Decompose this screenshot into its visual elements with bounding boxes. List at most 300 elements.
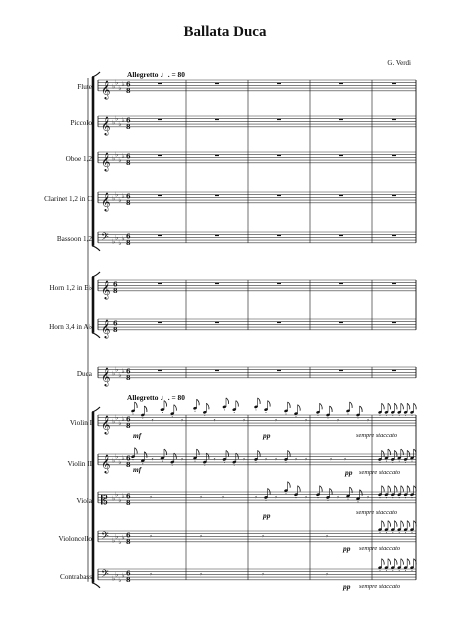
- string-note-flag: [394, 486, 397, 492]
- eighth-rest-icon: 𝄾: [295, 455, 297, 464]
- whole-rest-icon: [158, 283, 162, 284]
- string-note-flag: [382, 559, 385, 565]
- eighth-rest-icon: 𝄾: [344, 455, 346, 464]
- whole-rest-icon: [277, 370, 281, 371]
- dynamic-mf-violin-1: mf: [133, 431, 142, 440]
- tempo-value: = 80: [171, 393, 185, 402]
- string-note-staccato-dot: [399, 461, 400, 462]
- flat-icon: ♭: [112, 417, 116, 426]
- eighth-rest-icon: 𝄾: [255, 493, 257, 502]
- whole-rest-icon: [392, 195, 396, 196]
- whole-rest-icon: [392, 119, 396, 120]
- string-note-staccato-dot: [296, 497, 297, 498]
- instrument-label-viola: Viola: [76, 497, 92, 505]
- dynamic-pp-violin-1: pp: [263, 431, 271, 440]
- flat-icon: ♭: [121, 234, 125, 243]
- flat-icon: ♭: [121, 454, 125, 462]
- treble-clef-icon: 𝄞: [101, 79, 111, 99]
- eighth-rest-icon: 𝄾: [275, 455, 277, 464]
- whole-rest-icon: [158, 322, 162, 323]
- string-note-flag: [382, 521, 385, 527]
- tempo-text: Allegretto: [127, 393, 159, 402]
- string-note-flag: [258, 398, 261, 404]
- string-note-staccato-dot: [412, 497, 413, 498]
- treble-clef-icon: 𝄞: [101, 366, 111, 386]
- time-signature-bottom: 8: [126, 122, 131, 131]
- eighth-rest-icon: 𝄾: [150, 532, 152, 541]
- string-note-staccato-dot: [412, 532, 413, 533]
- string-note-flag: [236, 401, 239, 407]
- whole-rest-icon: [277, 283, 281, 284]
- string-note-staccato-dot: [133, 459, 134, 460]
- string-note-flag: [288, 450, 291, 456]
- string-note-staccato-dot: [380, 497, 381, 498]
- time-signature-bottom: 8: [126, 537, 131, 546]
- string-note-staccato-dot: [318, 415, 319, 416]
- string-note-staccato-dot: [348, 414, 349, 415]
- treble-clef-icon: 𝄞: [101, 414, 111, 434]
- whole-rest-icon: [339, 83, 343, 84]
- expression-violin-1: sempre staccato: [356, 432, 398, 439]
- instrument-label-violin-2: Violin II: [67, 460, 92, 468]
- string-note-staccato-dot: [172, 465, 173, 466]
- string-note-staccato-dot: [133, 414, 134, 415]
- whole-rest-icon: [215, 370, 219, 371]
- eighth-rest-icon: 𝄾: [213, 416, 216, 425]
- string-note-flag: [388, 521, 391, 527]
- time-signature-top: 6: [126, 492, 131, 501]
- flat-icon: ♭: [121, 152, 125, 160]
- string-note-staccato-dot: [142, 418, 143, 419]
- string-note-staccato-dot: [358, 418, 359, 419]
- string-note-flag: [407, 521, 410, 527]
- string-note-flag: [394, 521, 397, 527]
- whole-rest-icon: [215, 235, 219, 236]
- eighth-rest-icon: 𝄾: [305, 455, 307, 464]
- whole-rest-icon: [215, 119, 219, 120]
- time-signature-bottom: 8: [113, 325, 118, 334]
- string-note-flag: [197, 399, 200, 405]
- woodwind-bracket-hook-bottom: [92, 246, 100, 251]
- eighth-rest-icon: 𝄾: [326, 532, 328, 541]
- string-note-staccato-dot: [380, 415, 381, 416]
- flat-icon: ♭: [112, 154, 116, 163]
- eighth-rest-icon: 𝄾: [367, 493, 369, 502]
- flat-icon: ♭: [118, 156, 122, 165]
- eighth-rest-icon: 𝄾: [181, 416, 183, 425]
- string-note-staccato-dot: [204, 465, 205, 466]
- string-note-staccato-dot: [392, 570, 393, 571]
- time-signature-bottom: 8: [126, 158, 131, 167]
- string-note-flag: [320, 403, 323, 409]
- string-note-staccato-dot: [162, 412, 163, 413]
- dynamic-pp-viola: pp: [263, 511, 271, 520]
- composer-name: G. Verdi: [387, 59, 411, 67]
- string-note-staccato-dot: [380, 532, 381, 533]
- string-note-flag: [407, 450, 410, 456]
- treble-clef-icon: 𝄞: [101, 191, 111, 211]
- eighth-rest-icon: 𝄾: [151, 455, 154, 464]
- time-signature-top: 6: [113, 280, 118, 289]
- eighth-rest-icon: 𝄾: [305, 416, 307, 425]
- string-note-staccato-dot: [386, 461, 387, 462]
- time-signature-top: 6: [126, 531, 131, 540]
- flat-icon: ♭: [121, 492, 125, 500]
- string-note-staccato-dot: [224, 409, 225, 410]
- string-note-flag: [268, 401, 271, 407]
- treble-clef-icon: 𝄞: [101, 453, 111, 473]
- strings-bracket-hook-top: [92, 407, 100, 412]
- whole-rest-icon: [277, 322, 281, 323]
- whole-rest-icon: [392, 155, 396, 156]
- whole-rest-icon: [339, 322, 343, 323]
- whole-rest-icon: [215, 195, 219, 196]
- whole-rest-icon: [339, 119, 343, 120]
- horn-bracket-hook-top: [92, 272, 100, 277]
- string-note-staccato-dot: [204, 415, 205, 416]
- flat-icon: ♭: [112, 82, 116, 91]
- eighth-rest-icon: 𝄾: [150, 570, 152, 579]
- string-note-flag: [298, 486, 301, 492]
- eighth-rest-icon: 𝄾: [181, 455, 183, 464]
- whole-rest-icon: [215, 283, 219, 284]
- whole-rest-icon: [158, 119, 162, 120]
- string-note-staccato-dot: [405, 532, 406, 533]
- string-note-staccato-dot: [405, 570, 406, 571]
- whole-rest-icon: [277, 235, 281, 236]
- time-signature-top: 6: [126, 415, 131, 424]
- flat-icon: ♭: [115, 413, 119, 422]
- bass-clef-icon: 𝄢: [101, 230, 109, 245]
- string-note-flag: [401, 403, 404, 409]
- string-note-staccato-dot: [392, 497, 393, 498]
- flat-icon: ♭: [118, 575, 122, 584]
- time-signature-bottom: 8: [126, 198, 131, 207]
- string-note-staccato-dot: [399, 497, 400, 498]
- bass-clef-icon: 𝄢: [101, 567, 109, 582]
- eighth-rest-icon: 𝄾: [326, 570, 328, 579]
- string-note-staccato-dot: [195, 411, 196, 412]
- string-note-staccato-dot: [380, 462, 381, 463]
- eighth-rest-icon: 𝄾: [330, 455, 332, 464]
- eighth-rest-icon: 𝄾: [200, 493, 202, 502]
- string-note-staccato-dot: [328, 418, 329, 419]
- string-note-staccato-dot: [405, 497, 406, 498]
- string-note-staccato-dot: [195, 461, 196, 462]
- string-note-flag: [394, 450, 397, 456]
- flat-icon: ♭: [118, 537, 122, 546]
- time-signature-top: 6: [126, 80, 131, 89]
- whole-rest-icon: [277, 155, 281, 156]
- string-note-staccato-dot: [386, 532, 387, 533]
- string-note-flag: [388, 403, 391, 409]
- time-signature-bottom: 8: [126, 86, 131, 95]
- treble-clef-icon: 𝄞: [101, 151, 111, 171]
- flat-icon: ♭: [112, 369, 116, 378]
- flat-icon: ♭: [115, 452, 119, 461]
- time-signature-bottom: 8: [113, 286, 118, 295]
- string-note-staccato-dot: [162, 461, 163, 462]
- string-note-staccato-dot: [348, 499, 349, 500]
- time-signature-bottom: 8: [126, 421, 131, 430]
- eighth-rest-icon: 𝄾: [151, 416, 154, 425]
- alto-clef-icon: 𝄡: [101, 492, 108, 507]
- flat-icon: ♭: [115, 365, 119, 374]
- whole-rest-icon: [277, 195, 281, 196]
- flat-icon: ♭: [112, 536, 116, 545]
- eighth-rest-icon: 𝄾: [200, 570, 202, 579]
- dynamic-pp-contrabass: pp: [343, 582, 351, 591]
- dynamic-pp-violoncello: pp: [343, 544, 351, 553]
- flat-icon: ♭: [112, 118, 116, 127]
- string-note-staccato-dot: [399, 532, 400, 533]
- whole-rest-icon: [392, 322, 396, 323]
- string-note-flag: [288, 482, 291, 488]
- tempo-text: Allegretto: [127, 70, 159, 79]
- instrument-label-bassoon: Bassoon 1,2: [56, 235, 92, 243]
- eighth-rest-icon: 𝄾: [243, 416, 245, 425]
- string-note-flag: [401, 559, 404, 565]
- flat-icon: ♭: [121, 415, 125, 423]
- flat-icon: ♭: [115, 490, 119, 499]
- string-note-staccato-dot: [412, 461, 413, 462]
- eighth-rest-icon: 𝄾: [150, 493, 152, 502]
- string-note-flag: [226, 398, 229, 404]
- string-note-staccato-dot: [142, 463, 143, 464]
- whole-rest-icon: [215, 155, 219, 156]
- string-note-staccato-dot: [399, 415, 400, 416]
- string-note-flag: [135, 448, 138, 454]
- flat-icon: ♭: [112, 456, 116, 465]
- flat-icon: ♭: [112, 574, 116, 583]
- eighth-rest-icon: 𝄾: [262, 532, 264, 541]
- string-note-flag: [407, 486, 410, 492]
- string-note-staccato-dot: [256, 409, 257, 410]
- flat-icon: ♭: [115, 532, 119, 541]
- string-note-flag: [388, 486, 391, 492]
- string-note-staccato-dot: [286, 414, 287, 415]
- whole-rest-icon: [158, 83, 162, 84]
- expression-contrabass: sempre staccato: [359, 583, 401, 590]
- instrument-label-contrabass: Contrabass: [60, 573, 92, 581]
- string-note-flag: [330, 406, 333, 412]
- flat-icon: ♭: [121, 367, 125, 375]
- flat-icon: ♭: [115, 233, 119, 242]
- time-signature-top: 6: [126, 232, 131, 241]
- whole-rest-icon: [215, 83, 219, 84]
- string-note-staccato-dot: [386, 497, 387, 498]
- string-note-flag: [401, 521, 404, 527]
- flat-icon: ♭: [118, 120, 122, 129]
- string-note-flag: [407, 403, 410, 409]
- string-note-staccato-dot: [412, 415, 413, 416]
- string-note-staccato-dot: [412, 570, 413, 571]
- whole-rest-icon: [339, 235, 343, 236]
- instrument-label-violoncello: Violoncello: [58, 535, 92, 543]
- string-note-staccato-dot: [266, 500, 267, 501]
- eighth-rest-icon: 𝄾: [200, 532, 202, 541]
- expression-violoncello: sempre staccato: [359, 545, 401, 552]
- bass-clef-icon: 𝄢: [101, 529, 109, 544]
- string-note-flag: [382, 450, 385, 456]
- string-note-staccato-dot: [224, 462, 225, 463]
- treble-clef-icon: 𝄞: [101, 115, 111, 135]
- strings-bracket-hook-bottom: [92, 583, 100, 588]
- flat-icon: ♭: [121, 533, 125, 542]
- treble-clef-icon: 𝄞: [101, 318, 111, 338]
- time-signature-top: 6: [126, 152, 131, 161]
- string-note-staccato-dot: [399, 570, 400, 571]
- string-note-staccato-dot: [392, 415, 393, 416]
- flat-icon: ♭: [118, 196, 122, 205]
- horn-bracket-hook-bottom: [92, 333, 100, 338]
- flat-icon: ♭: [118, 371, 122, 380]
- string-note-staccato-dot: [318, 497, 319, 498]
- string-note-staccato-dot: [234, 412, 235, 413]
- time-signature-top: 6: [113, 319, 118, 328]
- whole-rest-icon: [277, 119, 281, 120]
- treble-clef-icon: 𝄞: [101, 279, 111, 299]
- dynamic-mf-violin-2: mf: [133, 465, 142, 474]
- instrument-label-piccolo: Piccolo: [70, 119, 92, 127]
- eighth-rest-icon: 𝄾: [367, 416, 369, 425]
- time-signature-bottom: 8: [126, 373, 131, 382]
- eighth-rest-icon: 𝄾: [222, 493, 224, 502]
- flat-icon: ♭: [115, 114, 119, 123]
- whole-rest-icon: [339, 155, 343, 156]
- flat-icon: ♭: [118, 84, 122, 93]
- string-note-flag: [401, 486, 404, 492]
- flat-icon: ♭: [112, 194, 116, 203]
- string-note-flag: [258, 450, 261, 456]
- time-signature-bottom: 8: [126, 238, 131, 247]
- flat-icon: ♭: [112, 237, 116, 246]
- time-signature-bottom: 8: [126, 575, 131, 584]
- instrument-label-oboe: Oboe 1,2: [65, 155, 92, 163]
- string-note-staccato-dot: [172, 416, 173, 417]
- instrument-label-violin-1: Violin I: [69, 419, 92, 427]
- string-note-staccato-dot: [405, 415, 406, 416]
- score-title: Ballata Duca: [183, 24, 267, 40]
- string-note-staccato-dot: [392, 462, 393, 463]
- time-signature-bottom: 8: [126, 460, 131, 469]
- flat-icon: ♭: [118, 419, 122, 428]
- string-note-staccato-dot: [386, 415, 387, 416]
- whole-rest-icon: [339, 370, 343, 371]
- instrument-label-flute: Flute: [77, 83, 92, 91]
- string-note-flag: [320, 486, 323, 492]
- whole-rest-icon: [158, 235, 162, 236]
- eighth-rest-icon: 𝄾: [243, 455, 245, 464]
- string-note-staccato-dot: [380, 570, 381, 571]
- whole-rest-icon: [158, 370, 162, 371]
- string-note-staccato-dot: [234, 465, 235, 466]
- string-note-staccato-dot: [358, 501, 359, 502]
- flat-icon: ♭: [118, 238, 122, 247]
- eighth-rest-icon: 𝄾: [275, 416, 277, 425]
- string-note-staccato-dot: [286, 462, 287, 463]
- string-note-flag: [268, 488, 271, 494]
- whole-rest-icon: [339, 195, 343, 196]
- string-note-flag: [206, 403, 209, 409]
- flat-icon: ♭: [118, 496, 122, 505]
- string-note-flag: [382, 403, 385, 409]
- string-note-flag: [298, 405, 301, 411]
- whole-rest-icon: [392, 83, 396, 84]
- string-note-flag: [226, 450, 229, 456]
- quarter-note-dotted-icon: ♩.: [160, 393, 170, 402]
- flat-icon: ♭: [121, 116, 125, 124]
- woodwind-bracket-hook-top: [92, 72, 100, 77]
- string-note-flag: [382, 486, 385, 492]
- time-signature-bottom: 8: [126, 498, 131, 507]
- string-note-flag: [394, 403, 397, 409]
- string-note-staccato-dot: [286, 493, 287, 494]
- eighth-rest-icon: 𝄾: [275, 493, 277, 502]
- time-signature-top: 6: [126, 454, 131, 463]
- flat-icon: ♭: [121, 571, 125, 580]
- time-signature-top: 6: [126, 569, 131, 578]
- string-note-flag: [164, 401, 167, 407]
- instrument-label-horn-34: Horn 3,4 in A♭: [49, 323, 92, 331]
- expression-viola: sempre staccato: [356, 509, 398, 516]
- string-note-staccato-dot: [328, 500, 329, 501]
- whole-rest-icon: [339, 283, 343, 284]
- string-note-staccato-dot: [296, 416, 297, 417]
- whole-rest-icon: [392, 283, 396, 284]
- instrument-label-clarinet: Clarinet 1,2 in C: [44, 195, 92, 203]
- flat-icon: ♭: [121, 192, 125, 200]
- flat-icon: ♭: [112, 494, 116, 503]
- string-note-flag: [388, 559, 391, 565]
- flat-icon: ♭: [115, 190, 119, 199]
- string-note-staccato-dot: [266, 412, 267, 413]
- whole-rest-icon: [392, 235, 396, 236]
- eighth-rest-icon: 𝄾: [337, 416, 339, 425]
- eighth-rest-icon: 𝄾: [337, 493, 339, 502]
- string-note-flag: [360, 406, 363, 412]
- time-signature-top: 6: [126, 367, 131, 376]
- eighth-rest-icon: 𝄾: [213, 455, 216, 464]
- whole-rest-icon: [158, 155, 162, 156]
- flat-icon: ♭: [121, 80, 125, 88]
- whole-rest-icon: [392, 370, 396, 371]
- whole-rest-icon: [277, 83, 281, 84]
- time-signature-top: 6: [126, 192, 131, 201]
- eighth-rest-icon: 𝄾: [305, 493, 307, 502]
- string-note-flag: [394, 559, 397, 565]
- instrument-label-duca: Duca: [76, 370, 92, 378]
- string-note-flag: [174, 405, 177, 411]
- string-note-flag: [330, 488, 333, 494]
- flat-icon: ♭: [118, 458, 122, 467]
- time-signature-top: 6: [126, 116, 131, 125]
- string-note-flag: [407, 559, 410, 565]
- dynamic-pp-violin-2: pp: [345, 468, 353, 477]
- quarter-note-dotted-icon: ♩.: [160, 70, 170, 79]
- string-note-flag: [414, 403, 417, 409]
- string-note-staccato-dot: [256, 462, 257, 463]
- flat-icon: ♭: [115, 78, 119, 87]
- string-note-staccato-dot: [392, 532, 393, 533]
- instrument-label-horn-12: Horn 1,2 in E♭: [49, 284, 92, 292]
- string-note-staccato-dot: [386, 570, 387, 571]
- flat-icon: ♭: [115, 150, 119, 159]
- eighth-rest-icon: 𝄾: [262, 570, 264, 579]
- string-note-staccato-dot: [405, 462, 406, 463]
- string-note-flag: [350, 402, 353, 408]
- whole-rest-icon: [158, 195, 162, 196]
